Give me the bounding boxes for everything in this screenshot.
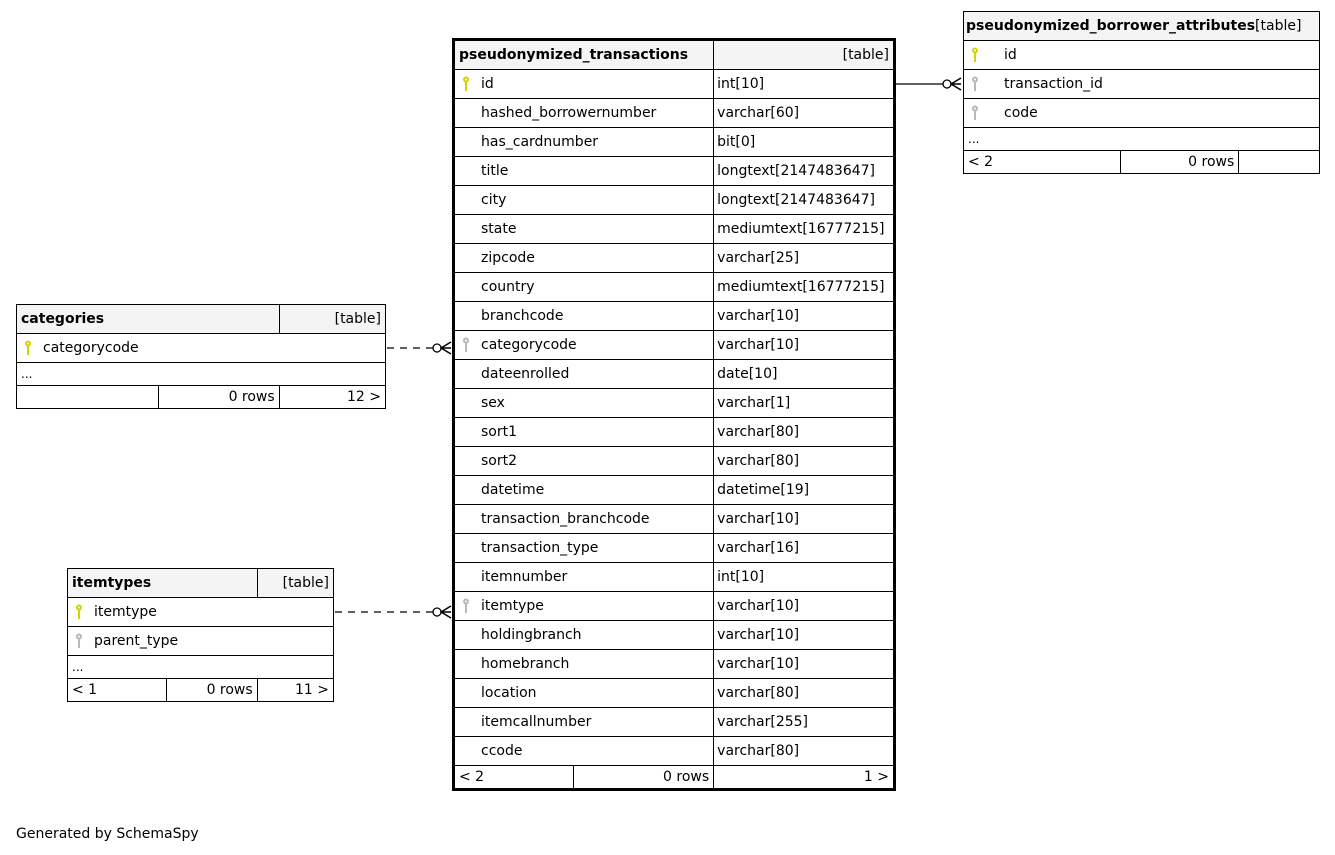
column-type: varchar[10] — [714, 505, 895, 534]
table-pseudonymized-transactions[interactable] — [452, 38, 896, 791]
column-name-cell[interactable] — [964, 70, 1320, 99]
column-name-cell[interactable] — [454, 447, 714, 476]
table-kind: [table] — [257, 569, 333, 598]
edge-transactions-to-borrower-attributes — [896, 78, 961, 90]
table-name[interactable]: pseudonymized_transactions — [454, 40, 714, 70]
column-row[interactable] — [964, 41, 1320, 70]
column-type: longtext[2147483647] — [714, 157, 895, 186]
column-name-cell[interactable] — [454, 679, 714, 708]
column-name: hashed_borrowernumber — [481, 105, 657, 121]
column-name: holdingbranch — [481, 627, 582, 643]
column-row[interactable] — [454, 679, 895, 708]
column-name: sort2 — [481, 453, 518, 469]
column-row[interactable] — [454, 476, 895, 505]
table-footer — [454, 766, 895, 790]
column-type: varchar[80] — [714, 447, 895, 476]
column-name-cell[interactable] — [68, 598, 334, 627]
column-name: itemtype — [94, 604, 157, 620]
column-name: branchcode — [481, 308, 564, 324]
column-row[interactable] — [454, 215, 895, 244]
column-name-cell[interactable] — [454, 534, 714, 563]
row-count: 0 rows — [159, 386, 279, 409]
column-type: varchar[80] — [714, 679, 895, 708]
parents-count[interactable]: < 1 — [68, 679, 167, 702]
column-name: homebranch — [481, 656, 570, 672]
table-itemtypes[interactable] — [67, 568, 334, 702]
column-name: code — [1004, 105, 1038, 121]
column-name-cell[interactable] — [454, 592, 714, 621]
parents-count[interactable] — [17, 386, 159, 409]
column-name-cell[interactable] — [454, 476, 714, 505]
column-name: transaction_type — [481, 540, 599, 556]
foreign-key-icon — [459, 337, 473, 353]
column-type: varchar[80] — [714, 418, 895, 447]
children-count[interactable]: 11 > — [257, 679, 333, 702]
column-name: transaction_branchcode — [481, 511, 650, 527]
table-kind: [table] — [714, 40, 895, 70]
column-row[interactable] — [454, 302, 895, 331]
column-row[interactable] — [454, 592, 895, 621]
column-type: varchar[255] — [714, 708, 895, 737]
column-type: varchar[16] — [714, 534, 895, 563]
column-row[interactable] — [454, 273, 895, 302]
column-name-cell[interactable] — [454, 360, 714, 389]
column-name-cell[interactable] — [68, 627, 334, 656]
column-name-cell[interactable] — [454, 650, 714, 679]
primary-key-icon — [459, 76, 473, 92]
foreign-key-icon — [459, 598, 473, 614]
column-name: categorycode — [43, 340, 139, 356]
column-name: transaction_id — [1004, 76, 1103, 92]
table-name[interactable]: pseudonymized_borrower_attributes — [966, 18, 1256, 34]
table-name[interactable]: itemtypes — [68, 569, 258, 598]
table-pseudonymized-borrower-attributes[interactable] — [963, 11, 1320, 174]
column-type: varchar[1] — [714, 389, 895, 418]
column-name-cell[interactable] — [454, 505, 714, 534]
column-name-cell[interactable] — [454, 157, 714, 186]
column-name: sort1 — [481, 424, 518, 440]
more-columns-ellipsis: ... — [68, 656, 334, 679]
column-name: id — [1004, 47, 1017, 63]
column-name-cell[interactable] — [454, 128, 714, 157]
column-name: zipcode — [481, 250, 535, 266]
column-name-cell[interactable] — [454, 244, 714, 273]
column-name: location — [481, 685, 537, 701]
column-name: dateenrolled — [481, 366, 570, 382]
column-name: country — [481, 279, 535, 295]
more-columns-row — [17, 363, 386, 386]
column-row[interactable] — [454, 157, 895, 186]
column-row[interactable] — [964, 99, 1320, 128]
children-count[interactable]: 1 > — [714, 766, 895, 790]
column-name-cell[interactable] — [17, 334, 386, 363]
column-row[interactable] — [454, 505, 895, 534]
column-name: has_cardnumber — [481, 134, 599, 150]
column-name: parent_type — [94, 633, 179, 649]
column-type: varchar[80] — [714, 737, 895, 766]
column-type: varchar[10] — [714, 592, 895, 621]
column-type: varchar[10] — [714, 331, 895, 360]
column-name-cell[interactable] — [454, 708, 714, 737]
column-type: varchar[10] — [714, 621, 895, 650]
column-row[interactable] — [454, 128, 895, 157]
table-header — [964, 12, 1320, 41]
column-row[interactable] — [454, 418, 895, 447]
column-row[interactable] — [454, 244, 895, 273]
column-name: sex — [481, 395, 505, 411]
children-count[interactable]: 12 > — [279, 386, 385, 409]
column-name-cell[interactable] — [454, 215, 714, 244]
column-name-cell[interactable] — [454, 70, 714, 99]
column-name-cell[interactable] — [454, 737, 714, 766]
more-columns-ellipsis: ... — [964, 128, 1320, 151]
column-name-cell[interactable] — [454, 302, 714, 331]
column-type: varchar[25] — [714, 244, 895, 273]
more-columns-row — [964, 128, 1320, 151]
column-name-cell[interactable] — [454, 418, 714, 447]
column-type: bit[0] — [714, 128, 895, 157]
primary-key-icon — [21, 340, 35, 356]
column-row[interactable] — [68, 598, 334, 627]
row-count: 0 rows — [1120, 151, 1239, 174]
column-row[interactable] — [454, 186, 895, 215]
parents-count[interactable]: < 2 — [964, 151, 1121, 174]
primary-key-icon — [968, 47, 982, 63]
column-row[interactable] — [454, 331, 895, 360]
column-name: categorycode — [481, 337, 577, 353]
column-name-cell[interactable] — [454, 563, 714, 592]
column-type: int[10] — [714, 70, 895, 99]
column-name-cell[interactable] — [454, 331, 714, 360]
column-type: mediumtext[16777215] — [714, 215, 895, 244]
parents-count[interactable]: < 2 — [454, 766, 574, 790]
column-name: state — [481, 221, 517, 237]
column-name: itemnumber — [481, 569, 568, 585]
column-type: date[10] — [714, 360, 895, 389]
column-row[interactable] — [454, 650, 895, 679]
column-name-cell[interactable] — [454, 389, 714, 418]
table-name[interactable]: categories — [17, 305, 280, 334]
column-name-cell[interactable] — [454, 186, 714, 215]
row-count: 0 rows — [167, 679, 257, 702]
column-row[interactable] — [454, 534, 895, 563]
table-footer — [17, 386, 386, 409]
column-type: varchar[10] — [714, 650, 895, 679]
column-type: varchar[10] — [714, 302, 895, 331]
column-name: id — [481, 76, 494, 92]
column-row[interactable] — [454, 708, 895, 737]
column-type: mediumtext[16777215] — [714, 273, 895, 302]
column-name: itemcallnumber — [481, 714, 592, 730]
column-name-cell[interactable] — [454, 621, 714, 650]
table-kind: [table] — [1255, 18, 1302, 34]
column-name-cell[interactable] — [964, 99, 1320, 128]
more-columns-row — [68, 656, 334, 679]
column-row[interactable] — [454, 70, 895, 99]
column-name-cell[interactable] — [454, 273, 714, 302]
column-type: varchar[60] — [714, 99, 895, 128]
column-row[interactable] — [454, 563, 895, 592]
column-name: city — [481, 192, 507, 208]
column-name-cell[interactable] — [454, 99, 714, 128]
column-type: datetime[19] — [714, 476, 895, 505]
column-row[interactable] — [68, 627, 334, 656]
column-type: longtext[2147483647] — [714, 186, 895, 215]
column-type: int[10] — [714, 563, 895, 592]
column-row[interactable] — [454, 447, 895, 476]
edge-itemtypes-to-transactions — [335, 606, 451, 618]
table-categories[interactable] — [16, 304, 386, 409]
column-name: datetime — [481, 482, 545, 498]
column-name: itemtype — [481, 598, 544, 614]
more-columns-ellipsis: ... — [17, 363, 386, 386]
column-row[interactable] — [454, 621, 895, 650]
foreign-key-icon — [968, 76, 982, 92]
generated-by-footer: Generated by SchemaSpy — [16, 826, 199, 842]
table-footer — [68, 679, 334, 702]
column-row[interactable] — [454, 737, 895, 766]
table-kind: [table] — [279, 305, 385, 334]
primary-key-icon — [72, 604, 86, 620]
column-name: title — [481, 163, 509, 179]
foreign-key-icon — [72, 633, 86, 649]
row-count: 0 rows — [573, 766, 714, 790]
table-footer — [964, 151, 1320, 174]
column-row[interactable] — [964, 70, 1320, 99]
column-row[interactable] — [454, 99, 895, 128]
foreign-key-icon — [968, 105, 982, 121]
column-row[interactable] — [454, 360, 895, 389]
edge-categories-to-transactions — [387, 342, 451, 354]
column-name-cell[interactable] — [964, 41, 1320, 70]
children-count[interactable] — [1239, 151, 1320, 174]
column-name: ccode — [481, 743, 523, 759]
column-row[interactable] — [454, 389, 895, 418]
column-row[interactable] — [17, 334, 386, 363]
